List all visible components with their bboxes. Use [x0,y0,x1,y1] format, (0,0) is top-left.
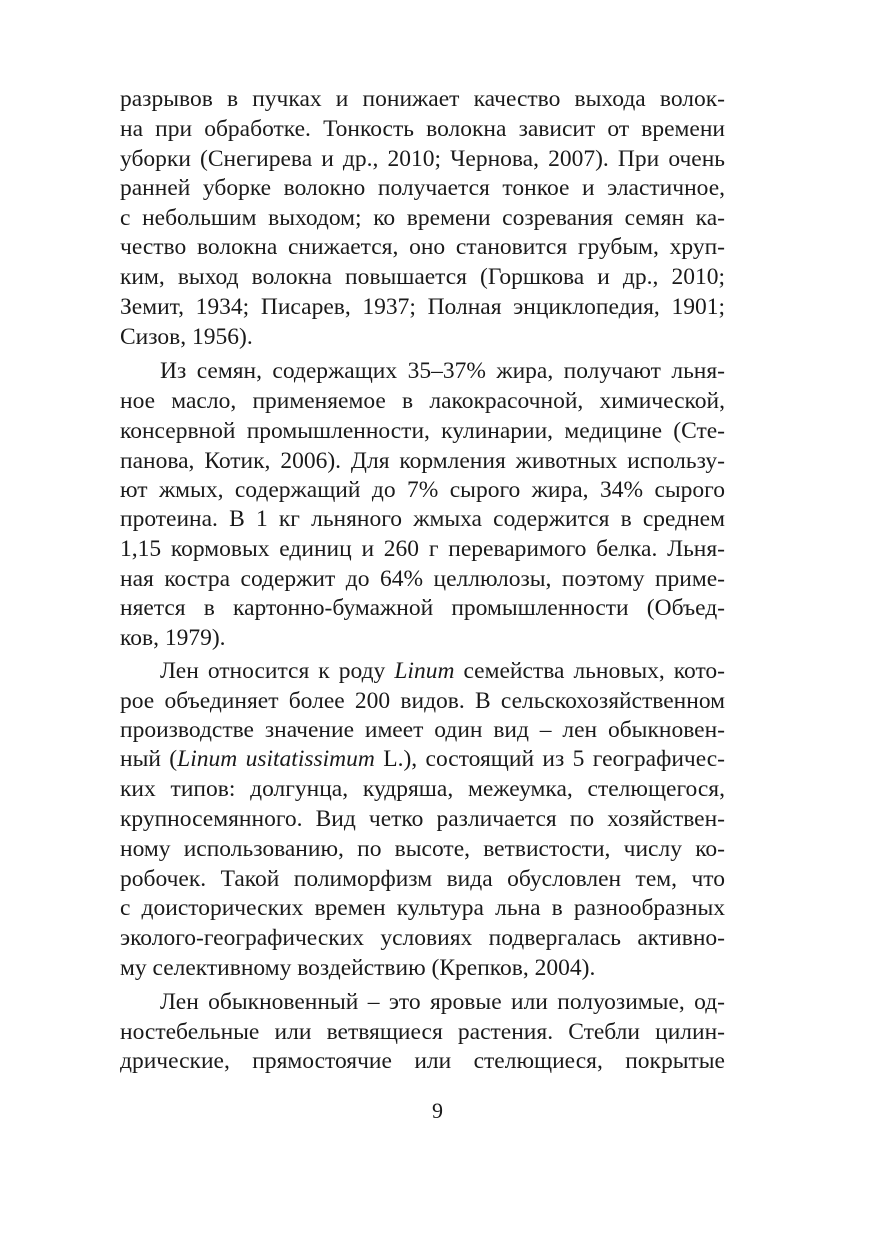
text-segment: крупносемянного. Вид четко различается по хозяйствен- [120,806,725,832]
text-segment: ких типов: долгунца, кудряша, межеумка, стелющегося, [120,776,725,802]
text-segment: рое объединяет более 200 видов. В сельскохозяйственном [120,688,725,714]
text-line [120,386,725,416]
text-line [120,416,725,446]
text-line [120,144,725,174]
italic-text: Linum usitatissimum [177,746,375,772]
text-line [120,834,725,864]
text-segment: Земит, 1934; Писарев, 1937; Полная энциклопедия, 1901; [120,294,725,320]
text-line [120,475,725,505]
text-line [160,987,725,1017]
italic-text: Linum [394,658,455,684]
text-line [120,1017,725,1047]
text-segment: ранней уборке волокно получается тонкое и эластичное, [120,175,725,201]
text-segment: L.), состоящий из 5 географичес- [374,746,725,772]
text-segment: эколого-географических условиях подвергалась активно- [120,925,725,951]
text-segment: Сизов, 1956). [120,324,253,350]
text-segment: няется в картонно-бумажной промышленности (Объед- [120,595,725,621]
text-line [120,593,725,623]
text-segment: дрические, прямостоячие или стелющиеся, покрытые [120,1048,725,1074]
text-line [120,292,725,322]
text-segment: ный ( [120,746,178,772]
text-segment: ному использованию, по высоте, ветвистости, числу ко- [120,836,725,862]
text-segment: на при обработке. Тонкость волокна зависит от времени [120,116,725,142]
text-segment: ностебельные или ветвящиеся растения. Стебли цилин- [120,1019,725,1045]
text-segment: разрывов в пучках и понижает качество выхода волок- [120,86,725,112]
text-line [120,953,725,983]
text-segment: консервной промышленности, кулинарии, медицине (Сте- [120,418,725,444]
text-segment: Лен относится к роду [160,658,395,684]
text-line [120,262,725,292]
text-line [120,804,725,834]
text-line [120,893,725,923]
text-segment: Из семян, содержащих 35–37% жира, получают льня- [160,358,725,384]
text-line [160,656,725,686]
text-segment: панова, Котик, 2006). Для кормления животных использу- [120,448,725,474]
text-segment: ют жмых, содержащий до 7% сырого жира, 34% сырого [120,477,725,503]
text-segment: производстве значение имеет один вид – лен обыкновен- [120,717,725,743]
text-segment: ков, 1979). [120,625,226,651]
text-segment: с небольшим выходом; ко времени созревания семян ка- [120,205,725,231]
text-line [120,232,725,262]
text-segment: Лен обыкновенный – это яровые или полуозимые, од- [160,989,725,1015]
text-segment: му селективному воздействию (Крепков, 2004). [120,955,596,981]
text-line [120,534,725,564]
text-segment: 1,15 кормовых единиц и 260 г переваримого белка. Льня- [120,536,725,562]
text-segment: ким, выход волокна повышается (Горшкова и др., 2010; [120,264,725,290]
text-segment: протеина. В 1 кг льняного жмыха содержится в среднем [120,506,725,532]
text-line [120,322,725,352]
text-segment: ная костра содержит до 64% целлюлозы, поэтому приме- [120,566,725,592]
text-segment: робочек. Такой полиморфизм вида обусловлен тем, что [120,866,725,892]
text-segment: семейства льновых, кото- [454,658,725,684]
text-segment: с доисторических времен культура льна в разнообразных [120,895,725,921]
text-line [120,173,725,203]
text-line [120,84,725,114]
text-line [120,923,725,953]
text-line [120,446,725,476]
text-line [120,203,725,233]
text-segment: уборки (Снегирева и др., 2010; Чернова, 2007). При очень [120,146,725,172]
text-line [120,504,725,534]
text-line [120,744,725,774]
text-line [120,686,725,716]
text-line [120,774,725,804]
text-line [120,864,725,894]
text-line [120,564,725,594]
text-line [120,715,725,745]
text-line [120,114,725,144]
page-number: 9 [432,1098,443,1123]
text-segment: ное масло, применяемое в лакокрасочной, химической, [120,388,725,414]
text-segment: чество волокна снижается, оно становится грубым, хруп- [120,234,725,260]
text-line [120,1046,725,1076]
text-line [120,623,725,653]
text-line [160,356,725,386]
